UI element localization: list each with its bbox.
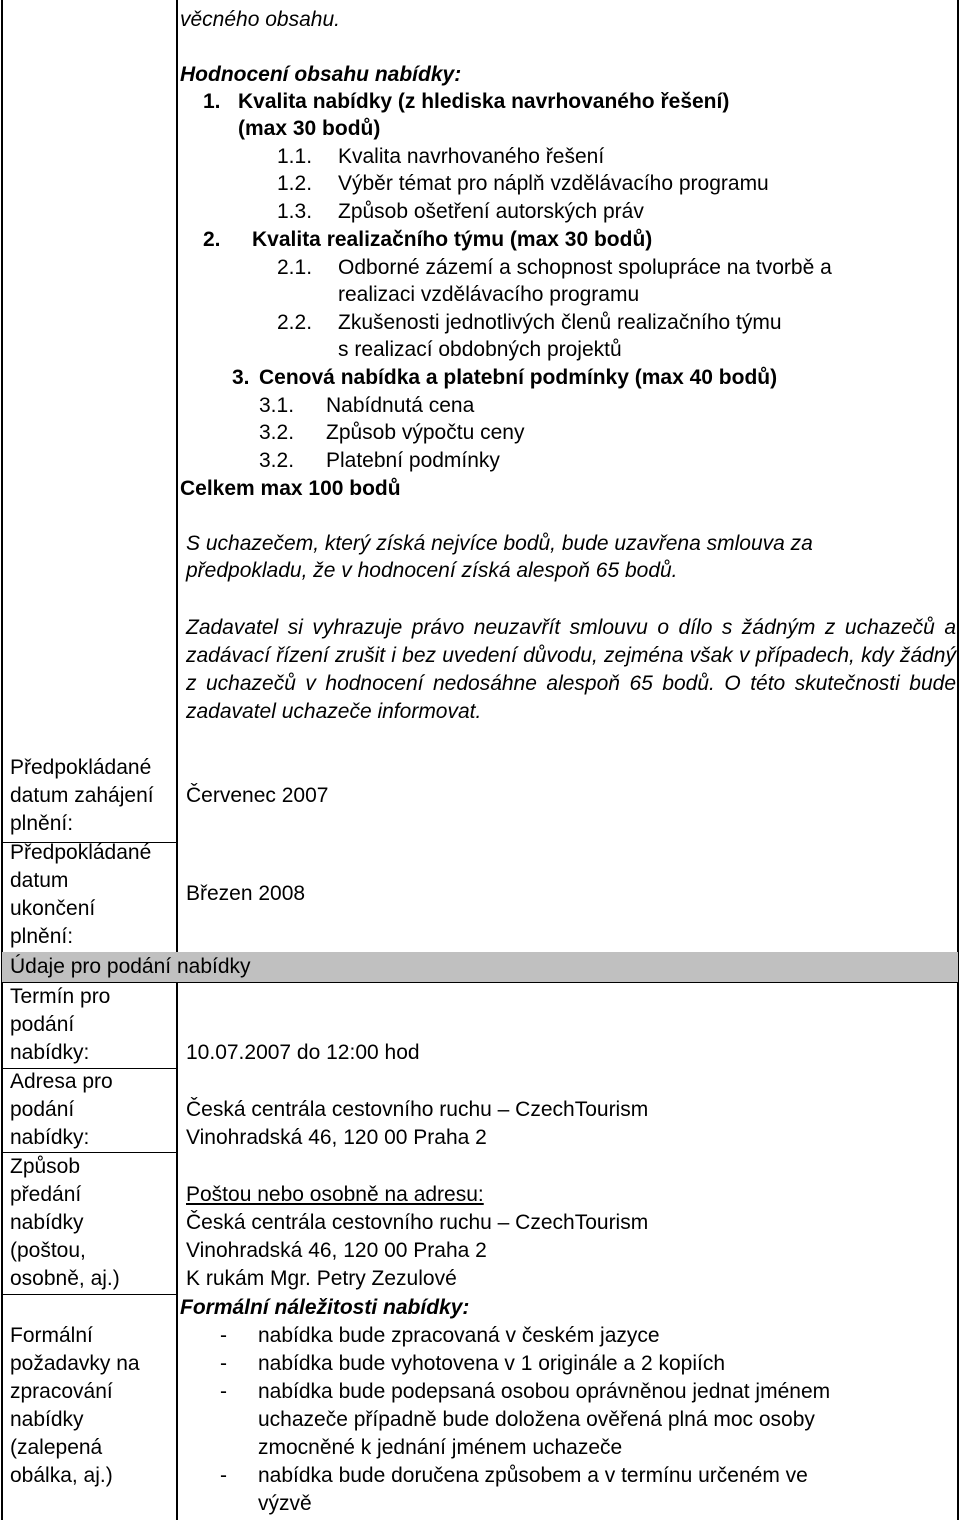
- bullet-item-cont: zmocněné k jednání jménem uchazeče: [258, 1436, 623, 1459]
- row-divider: [2, 1294, 178, 1295]
- bullet-item: nabídka bude podepsaná osobou oprávněnou jednat jménem: [258, 1380, 831, 1403]
- reservation-note: [186, 614, 956, 726]
- evaluation-heading: Hodnocení obsahu nabídky:: [180, 63, 462, 86]
- formal-heading: Formální náležitosti nabídky:: [180, 1296, 470, 1319]
- criterion-title: Cenová nabídka a platební podmínky (max 40 bodů): [259, 366, 778, 389]
- bullet-dash: -: [220, 1380, 227, 1403]
- delivery-label: nabídky: [10, 1211, 84, 1234]
- award-note: S uchazečem, který získá nejvíce bodů, bude uzavřena smlouva za: [186, 532, 813, 555]
- end-date-value: Březen 2008: [186, 882, 306, 905]
- criterion-title-cont: (max 30 bodů): [238, 117, 381, 140]
- end-label: ukončení: [10, 897, 96, 920]
- subcriterion-number: 2.1.: [277, 256, 313, 279]
- address-label: nabídky:: [10, 1126, 90, 1149]
- subcriterion-text-cont: realizaci vzdělávacího programu: [338, 283, 640, 306]
- bullet-item: nabídka bude doručena způsobem a v termínu určeném ve: [258, 1464, 808, 1487]
- end-label: plnění:: [10, 925, 74, 948]
- bullet-item: nabídka bude zpracovaná v českém jazyce: [258, 1324, 660, 1347]
- deadline-value: 10.07.2007 do 12:00 hod: [186, 1041, 420, 1064]
- column-divider-bottom: [176, 982, 178, 1520]
- deadline-label: Termín pro: [10, 985, 111, 1008]
- delivery-address-line: Vinohradská 46, 120 00 Praha 2: [186, 1239, 487, 1262]
- delivery-label: Způsob: [10, 1155, 81, 1178]
- criterion-title: Kvalita realizačního týmu (max 30 bodů): [252, 228, 653, 251]
- subcriterion-text: Výběr témat pro náplň vzdělávacího programu: [338, 172, 769, 195]
- subcriterion-text: Způsob výpočtu ceny: [326, 421, 525, 444]
- deadline-label: nabídky:: [10, 1041, 90, 1064]
- delivery-address-line: K rukám Mgr. Petry Zezulové: [186, 1267, 457, 1290]
- delivery-method: Poštou nebo osobně na adresu:: [186, 1183, 484, 1206]
- subcriterion-number: 1.3.: [277, 200, 313, 223]
- subcriterion-text-cont: s realizací obdobných projektů: [338, 338, 622, 361]
- subcriterion-number: 1.1.: [277, 145, 313, 168]
- bullet-dash: -: [220, 1324, 227, 1347]
- delivery-label: předání: [10, 1183, 82, 1206]
- delivery-label: osobně, aj.): [10, 1267, 120, 1290]
- section-header: Údaje pro podání nabídky: [10, 955, 251, 978]
- award-note-cont: předpokladu, že v hodnocení získá alespoň 65 bodů.: [186, 559, 678, 582]
- subcriterion-text: Nabídnutá cena: [326, 394, 475, 417]
- address-line: Česká centrála cestovního ruchu – CzechTourism: [186, 1098, 649, 1121]
- subcriterion-number: 3.2.: [259, 449, 295, 472]
- table-border-left: [1, 0, 3, 1520]
- total-points: Celkem max 100 bodů: [180, 477, 401, 500]
- end-label: datum: [10, 869, 69, 892]
- address-label: podání: [10, 1098, 75, 1121]
- subcriterion-number: 2.2.: [277, 311, 313, 334]
- subcriterion-text: Způsob ošetření autorských práv: [338, 200, 644, 223]
- formal-label: obálka, aj.): [10, 1464, 113, 1487]
- criterion-number: 3.: [232, 366, 250, 389]
- table-border-right: [957, 0, 959, 1520]
- bullet-item-cont: uchazeče případně bude doložena ověřená plná moc osoby: [258, 1408, 815, 1431]
- column-divider-top: [176, 0, 178, 952]
- subcriterion-text: Platební podmínky: [326, 449, 500, 472]
- subcriterion-number: 3.1.: [259, 394, 295, 417]
- formal-label: (zalepená: [10, 1436, 103, 1459]
- criterion-title: Kvalita nabídky (z hlediska navrhovaného řešení): [238, 90, 730, 113]
- continuation-text: věcného obsahu.: [180, 8, 340, 31]
- formal-label: Formální: [10, 1324, 93, 1347]
- start-label: plnění:: [10, 812, 74, 835]
- formal-label: nabídky: [10, 1408, 84, 1431]
- bullet-dash: -: [220, 1464, 227, 1487]
- subcriterion-number: 1.2.: [277, 172, 313, 195]
- address-line: Vinohradská 46, 120 00 Praha 2: [186, 1126, 487, 1149]
- end-label: Předpokládané: [10, 841, 152, 864]
- bullet-item-cont: výzvě: [258, 1492, 312, 1515]
- subcriterion-text: Kvalita navrhovaného řešení: [338, 145, 605, 168]
- subcriterion-text: Zkušenosti jednotlivých členů realizačního týmu: [338, 311, 782, 334]
- start-label: datum zahájení: [10, 784, 154, 807]
- criterion-number: 1.: [203, 90, 221, 113]
- address-label: Adresa pro: [10, 1070, 113, 1093]
- deadline-label: podání: [10, 1013, 75, 1036]
- bullet-dash: -: [220, 1352, 227, 1375]
- formal-label: zpracování: [10, 1380, 113, 1403]
- criterion-number: 2.: [203, 228, 221, 251]
- row-divider: [2, 982, 958, 983]
- reservation-note-text: Zadavatel si vyhrazuje právo neuzavřít smlouvu o dílo s žádným z uchazečů a zadávací řízení zrušit i bez uvedení důvodu, zejména však v případech, kdy žádný z uchazečů v hodnocení nedosáhne alespoň 65 bodů. O této skutečnosti bude zadavatel uchazeče informovat.: [186, 616, 956, 723]
- delivery-address-line: Česká centrála cestovního ruchu – CzechTourism: [186, 1211, 649, 1234]
- delivery-label: (poštou,: [10, 1239, 86, 1262]
- bullet-item: nabídka bude vyhotovena v 1 originále a 2 kopiích: [258, 1352, 725, 1375]
- subcriterion-number: 3.2.: [259, 421, 295, 444]
- start-date-value: Červenec 2007: [186, 784, 329, 807]
- subcriterion-text: Odborné zázemí a schopnost spolupráce na tvorbě a: [338, 256, 832, 279]
- formal-label: požadavky na: [10, 1352, 140, 1375]
- start-label: Předpokládané: [10, 756, 152, 779]
